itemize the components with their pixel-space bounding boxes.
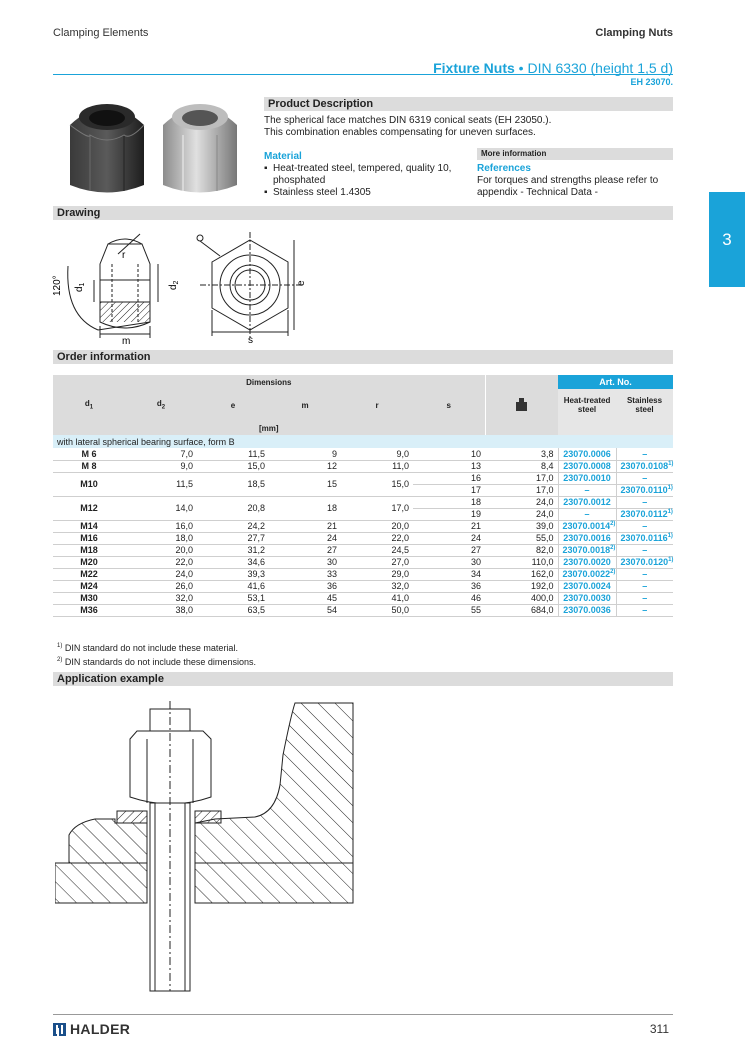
title-rest: DIN 6330 (height 1,5 d) bbox=[527, 60, 673, 76]
cell-d2: 9,0 bbox=[125, 460, 197, 472]
footnote-1 bbox=[57, 640, 256, 654]
cell-art-stainless[interactable] bbox=[616, 496, 673, 508]
art-number: 23070.0120 bbox=[620, 557, 669, 567]
cell-s: 19 bbox=[413, 508, 485, 520]
table-row bbox=[53, 460, 673, 472]
cell-size: M18 bbox=[53, 544, 125, 556]
d1-letter: d bbox=[74, 286, 85, 292]
footnote-mark: 1) bbox=[57, 643, 63, 649]
cell-s: 18 bbox=[413, 496, 485, 508]
material-item: ▪ Heat-treated steel, tempered, quality 10, phosphated bbox=[264, 163, 464, 187]
cell-s: 36 bbox=[413, 580, 485, 592]
cell-s: 13 bbox=[413, 460, 485, 472]
cell-e: 20,8 bbox=[197, 496, 269, 520]
cell-r: 9,0 bbox=[341, 448, 413, 460]
cell-r: 15,0 bbox=[341, 472, 413, 496]
cell-art-heat-treated[interactable] bbox=[558, 520, 616, 532]
cell-r: 11,0 bbox=[341, 460, 413, 472]
title-bullet: • bbox=[518, 60, 524, 76]
table-row bbox=[53, 472, 673, 484]
cell-size: M16 bbox=[53, 532, 125, 544]
cell-s: 17 bbox=[413, 484, 485, 496]
cell-weight: 55,0 bbox=[485, 532, 558, 544]
cell-weight: 24,0 bbox=[485, 496, 558, 508]
art-number: 23070.0018 bbox=[562, 545, 611, 555]
art-number: 23070.0036 bbox=[563, 605, 611, 615]
cell-r: 41,0 bbox=[341, 592, 413, 604]
dimensions-header: Dimensions bbox=[53, 375, 485, 389]
drawing-label-s: s bbox=[248, 335, 253, 346]
cell-e: 11,5 bbox=[197, 448, 269, 460]
table-row bbox=[53, 544, 673, 556]
product-code: EH 23070. bbox=[630, 77, 673, 87]
d2-sub: 2 bbox=[173, 280, 180, 285]
cell-size: M20 bbox=[53, 556, 125, 568]
col-d2 bbox=[125, 389, 197, 421]
art-number: 23070.0010 bbox=[563, 473, 611, 483]
cell-d2: 11,5 bbox=[125, 472, 197, 496]
cell-art-heat-treated[interactable] bbox=[558, 472, 616, 484]
cell-weight: 17,0 bbox=[485, 472, 558, 484]
d1-sub: 1 bbox=[79, 282, 86, 287]
product-photo-black-nut bbox=[60, 95, 154, 200]
art-number: 23070.0022 bbox=[562, 569, 611, 579]
cell-e: 15,0 bbox=[197, 460, 269, 472]
cell-art-heat-treated[interactable] bbox=[558, 460, 616, 472]
drawing-label-angle: 120° bbox=[52, 275, 63, 296]
cell-m: 12 bbox=[269, 460, 341, 472]
footnote-text: DIN standards do not include these dimensions. bbox=[62, 657, 256, 667]
cell-m: 36 bbox=[269, 580, 341, 592]
material-list bbox=[264, 163, 464, 199]
art-footnote: 1) bbox=[667, 509, 673, 515]
cell-e: 27,7 bbox=[197, 532, 269, 544]
product-description-line-2: This combination enables compensating for uneven surfaces. bbox=[264, 127, 536, 138]
cell-e: 34,6 bbox=[197, 556, 269, 568]
cell-r: 22,0 bbox=[341, 532, 413, 544]
brand-name: HALDER bbox=[70, 1021, 131, 1037]
chapter-tab[interactable]: 3 bbox=[709, 192, 745, 287]
cell-art-heat-treated[interactable] bbox=[558, 592, 616, 604]
cell-art-heat-treated[interactable] bbox=[558, 532, 616, 544]
footnote-mark: 2) bbox=[57, 657, 63, 663]
unit-mm: [mm] bbox=[53, 421, 485, 435]
cell-art-stainless[interactable] bbox=[616, 484, 673, 496]
cell-s: 55 bbox=[413, 604, 485, 616]
art-number: 23070.0024 bbox=[563, 581, 611, 591]
table-row bbox=[53, 568, 673, 580]
footnote-2 bbox=[57, 654, 256, 668]
cell-art-stainless[interactable] bbox=[616, 568, 673, 580]
col-d2-sub: 2 bbox=[161, 404, 166, 411]
cell-m: 45 bbox=[269, 592, 341, 604]
art-number: 23070.0020 bbox=[563, 557, 611, 567]
unit-blank bbox=[558, 421, 673, 435]
art-number: 23070.0012 bbox=[563, 497, 611, 507]
cell-s: 27 bbox=[413, 544, 485, 556]
drawing-label-r: r bbox=[122, 250, 126, 261]
cell-s: 10 bbox=[413, 448, 485, 460]
cell-e: 41,6 bbox=[197, 580, 269, 592]
title-bold: Fixture Nuts bbox=[433, 60, 515, 76]
cell-d2: 24,0 bbox=[125, 568, 197, 580]
drawing-label-e: e bbox=[296, 280, 307, 286]
cell-weight: 39,0 bbox=[485, 520, 558, 532]
cell-size: M12 bbox=[53, 496, 125, 520]
cell-d2: 22,0 bbox=[125, 556, 197, 568]
cell-size: M 8 bbox=[53, 460, 125, 472]
cell-m: 33 bbox=[269, 568, 341, 580]
cell-s: 24 bbox=[413, 532, 485, 544]
order-section-heading: Order information bbox=[53, 350, 673, 364]
cell-art-heat-treated[interactable] bbox=[558, 568, 616, 580]
art-number: – bbox=[584, 509, 590, 519]
cell-art-heat-treated[interactable] bbox=[558, 580, 616, 592]
cell-weight: 3,8 bbox=[485, 448, 558, 460]
cell-m: 24 bbox=[269, 532, 341, 544]
drawing-label-d1 bbox=[74, 282, 86, 292]
material-heading: Material bbox=[264, 151, 302, 162]
art-number: – bbox=[642, 581, 648, 591]
cell-art-heat-treated[interactable] bbox=[558, 544, 616, 556]
product-description-heading: Product Description bbox=[264, 97, 673, 111]
table-row bbox=[53, 448, 673, 460]
col-d1-letter: d bbox=[84, 399, 90, 409]
art-number: 23070.0008 bbox=[563, 461, 611, 471]
cell-art-heat-treated[interactable] bbox=[558, 496, 616, 508]
art-number: 23070.0112 bbox=[620, 509, 668, 519]
cell-size: M10 bbox=[53, 472, 125, 496]
cell-art-stainless[interactable] bbox=[616, 460, 673, 472]
col-r: r bbox=[341, 389, 413, 421]
cell-r: 32,0 bbox=[341, 580, 413, 592]
art-footnote: 2) bbox=[610, 521, 616, 527]
cell-e: 63,5 bbox=[197, 604, 269, 616]
art-number: – bbox=[642, 593, 648, 603]
art-number: 23070.0030 bbox=[563, 593, 611, 603]
drawing-label-m: m bbox=[122, 336, 131, 346]
cell-weight: 8,4 bbox=[485, 460, 558, 472]
art-number: 23070.0014 bbox=[562, 521, 611, 531]
cell-art-heat-treated[interactable] bbox=[558, 448, 616, 460]
cell-d2: 16,0 bbox=[125, 520, 197, 532]
art-number: 23070.0006 bbox=[563, 448, 611, 459]
cell-m: 15 bbox=[269, 472, 341, 496]
art-number: 23070.0108 bbox=[620, 461, 669, 471]
cell-art-heat-treated[interactable] bbox=[558, 484, 616, 496]
cell-e: 24,2 bbox=[197, 520, 269, 532]
cell-art-stainless[interactable] bbox=[616, 592, 673, 604]
cell-art-stainless[interactable] bbox=[616, 532, 673, 544]
cell-art-heat-treated[interactable] bbox=[558, 508, 616, 520]
art-number: – bbox=[584, 485, 590, 495]
cell-art-stainless[interactable] bbox=[616, 508, 673, 520]
cell-e: 31,2 bbox=[197, 544, 269, 556]
art-number: 23070.0116 bbox=[620, 533, 668, 543]
table-row bbox=[53, 592, 673, 604]
cell-s: 46 bbox=[413, 592, 485, 604]
drawing-label-d2 bbox=[168, 280, 180, 290]
art-number: – bbox=[642, 521, 648, 531]
group-label: with lateral spherical bearing surface, form B bbox=[53, 435, 673, 448]
application-section-heading: Application example bbox=[53, 672, 673, 686]
cell-art-stainless[interactable] bbox=[616, 604, 673, 616]
footnote-text: DIN standard do not include these material. bbox=[62, 643, 238, 653]
col-s: s bbox=[413, 389, 485, 421]
art-footnote: 1) bbox=[668, 557, 674, 563]
cell-d2: 7,0 bbox=[125, 448, 197, 460]
cell-s: 34 bbox=[413, 568, 485, 580]
cell-r: 24,5 bbox=[341, 544, 413, 556]
cell-weight: 82,0 bbox=[485, 544, 558, 556]
order-table bbox=[53, 375, 673, 617]
cell-weight: 192,0 bbox=[485, 580, 558, 592]
cell-art-heat-treated[interactable] bbox=[558, 604, 616, 616]
art-footnote: 2) bbox=[610, 569, 616, 575]
art-no-header: Art. No. bbox=[558, 375, 673, 389]
cell-size: M24 bbox=[53, 580, 125, 592]
cell-d2: 26,0 bbox=[125, 580, 197, 592]
cell-e: 53,1 bbox=[197, 592, 269, 604]
art-number: – bbox=[642, 473, 648, 483]
cell-art-stainless[interactable] bbox=[616, 556, 673, 568]
technical-drawing bbox=[50, 226, 330, 346]
col-d2-letter: d bbox=[156, 399, 162, 409]
cell-size: M30 bbox=[53, 592, 125, 604]
references-link[interactable]: References bbox=[477, 163, 531, 174]
cell-r: 50,0 bbox=[341, 604, 413, 616]
col-heat-treated: Heat-treated steel bbox=[558, 389, 616, 421]
cell-s: 16 bbox=[413, 472, 485, 484]
art-number: – bbox=[642, 497, 648, 507]
cell-weight: 24,0 bbox=[485, 508, 558, 520]
cell-art-stainless[interactable] bbox=[616, 472, 673, 484]
cell-d2: 20,0 bbox=[125, 544, 197, 556]
cell-art-stainless[interactable] bbox=[616, 580, 673, 592]
art-number: – bbox=[642, 605, 648, 615]
cell-r: 17,0 bbox=[341, 496, 413, 520]
cell-e: 39,3 bbox=[197, 568, 269, 580]
cell-d2: 38,0 bbox=[125, 604, 197, 616]
cell-m: 27 bbox=[269, 544, 341, 556]
art-number: – bbox=[642, 545, 648, 555]
col-e: e bbox=[197, 389, 269, 421]
application-illustration bbox=[55, 695, 355, 995]
art-footnote: 2) bbox=[610, 545, 616, 551]
cell-weight: 110,0 bbox=[485, 556, 558, 568]
header-rule bbox=[53, 74, 673, 75]
art-number: – bbox=[642, 569, 648, 579]
cell-s: 30 bbox=[413, 556, 485, 568]
cell-r: 27,0 bbox=[341, 556, 413, 568]
cell-art-stainless[interactable] bbox=[616, 520, 673, 532]
brand-logo bbox=[53, 1021, 130, 1037]
art-footnote: 1) bbox=[668, 461, 674, 467]
cell-art-heat-treated[interactable] bbox=[558, 556, 616, 568]
art-footnote: 1) bbox=[667, 533, 673, 539]
halder-logo-icon bbox=[53, 1023, 66, 1036]
table-row bbox=[53, 556, 673, 568]
page-number: 311 bbox=[649, 1022, 669, 1036]
col-stainless: Stainless steel bbox=[616, 389, 673, 421]
cell-weight: 400,0 bbox=[485, 592, 558, 604]
product-description-text bbox=[264, 115, 674, 139]
header-section: Clamping Nuts bbox=[595, 27, 673, 39]
header-category: Clamping Elements bbox=[53, 27, 149, 39]
table-row bbox=[53, 580, 673, 592]
d2-letter: d bbox=[168, 284, 179, 290]
drawing-section-heading: Drawing bbox=[53, 206, 673, 220]
art-number: – bbox=[642, 448, 648, 459]
cell-weight: 17,0 bbox=[485, 484, 558, 496]
references-text: For torques and strengths please refer to appendix - Technical Data - bbox=[477, 175, 659, 198]
table-row bbox=[53, 496, 673, 508]
col-d1 bbox=[53, 389, 125, 421]
more-info-heading: More information bbox=[477, 148, 673, 160]
cell-s: 21 bbox=[413, 520, 485, 532]
table-row bbox=[53, 520, 673, 532]
cell-r: 20,0 bbox=[341, 520, 413, 532]
product-description-line-1: The spherical face matches DIN 6319 conical seats (EH 23050.). bbox=[264, 115, 552, 126]
order-table-body bbox=[53, 448, 673, 616]
cell-m: 30 bbox=[269, 556, 341, 568]
art-number: 23070.0016 bbox=[563, 533, 611, 543]
weight-header bbox=[485, 375, 558, 435]
cell-d2: 32,0 bbox=[125, 592, 197, 604]
cell-size: M 6 bbox=[53, 448, 125, 460]
table-row bbox=[53, 532, 673, 544]
cell-r: 29,0 bbox=[341, 568, 413, 580]
material-item: ▪ Stainless steel 1.4305 bbox=[264, 187, 464, 199]
art-number: 23070.0110 bbox=[620, 485, 668, 495]
cell-e: 18,5 bbox=[197, 472, 269, 496]
product-photo-steel-nut bbox=[153, 95, 247, 200]
cell-size: M22 bbox=[53, 568, 125, 580]
table-row bbox=[53, 604, 673, 616]
cell-m: 21 bbox=[269, 520, 341, 532]
weight-icon bbox=[516, 398, 527, 411]
cell-size: M14 bbox=[53, 520, 125, 532]
cell-art-stainless[interactable] bbox=[616, 448, 673, 460]
cell-m: 9 bbox=[269, 448, 341, 460]
footnotes bbox=[57, 640, 256, 668]
footer-rule bbox=[53, 1014, 673, 1015]
cell-d2: 14,0 bbox=[125, 496, 197, 520]
col-d1-sub: 1 bbox=[89, 404, 94, 411]
cell-size: M36 bbox=[53, 604, 125, 616]
cell-d2: 18,0 bbox=[125, 532, 197, 544]
cell-m: 18 bbox=[269, 496, 341, 520]
cell-m: 54 bbox=[269, 604, 341, 616]
col-m: m bbox=[269, 389, 341, 421]
art-footnote: 1) bbox=[667, 485, 673, 491]
cell-weight: 684,0 bbox=[485, 604, 558, 616]
cell-art-stainless[interactable] bbox=[616, 544, 673, 556]
cell-weight: 162,0 bbox=[485, 568, 558, 580]
